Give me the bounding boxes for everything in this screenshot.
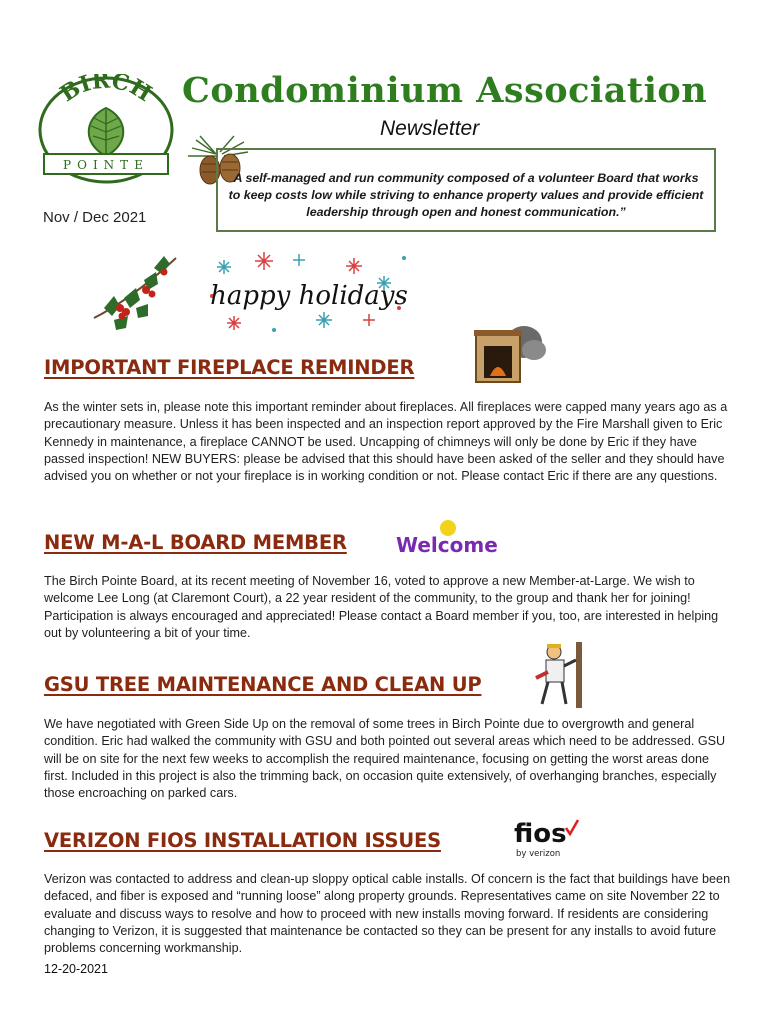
mission-statement: A self-managed and run community composed of a volunteer Board that works to keep costs low while striving to enhance property values and provide efficient leadership through open and honest communication.” — [216, 148, 716, 232]
section-body-fireplace: As the winter sets in, please note this important reminder about fireplaces. All fireplaces were capped many years ago as a precautionary measure. Unless it has been inspected and an inspection report approved by the Fire Marshall given to Eric Kennedy in maintenance, a fireplace CANNOT be used. Uncapping of chimneys will only be done by Eric if they have passed inspection! NEW BUYERS: please be advised that this should have been asked of the seller and they should have advised you on whether or not your fireplace is in working condition or not. Please contact Eric if there are any questions. — [44, 400, 728, 484]
newsletter-subtitle: Newsletter — [380, 117, 480, 140]
page-title: Condominium Association — [182, 70, 708, 111]
happy-holidays-graphic — [204, 246, 414, 338]
fios-logo — [512, 816, 584, 862]
svg-text:happy holidays: happy holidays — [210, 281, 408, 311]
footer-date: 12-20-2021 — [44, 962, 108, 976]
section-heading-tree-maintenance: GSU TREE MAINTENANCE AND CLEAN UP — [44, 673, 482, 696]
svg-text:Welcome: Welcome — [396, 533, 498, 557]
birch-pointe-logo — [36, 74, 176, 186]
section-body-board-member: The Birch Pointe Board, at its recent meeting of November 16, voted to approve a new Member-at-Large. We wish to welcome Lee Long (at Claremont Court), a 22 year resident of the community, to the group and thank her for joining! Participation is always encouraged and appreciated! Please contact a Board member if you, too, are interested in helping out by volunteering a bit of your time. — [44, 574, 719, 640]
section-heading-fireplace: IMPORTANT FIREPLACE REMINDER — [44, 356, 415, 379]
issue-date: Nov / Dec 2021 — [43, 209, 147, 226]
svg-text:fios: fios — [514, 819, 567, 849]
section-body-fios: Verizon was contacted to address and clean-up sloppy optical cable installs. Of concern is the fact that buildings have been defaced, and fiber is exposed and “running loose” along property grounds. Representatives came on site November 22 to evaluate and discuss ways to resolve and how to proceed with new installs moving forward. If residents are considering changing to Verizon, it is suggested that maintenance be contacted so they can be present for any installs to avoid future problems concerning workmanship. — [44, 872, 731, 956]
svg-text:POINTE: POINTE — [63, 158, 149, 172]
tree-worker-icon — [528, 638, 592, 710]
welcome-graphic — [392, 516, 498, 560]
svg-text:BIRCH: BIRCH — [55, 74, 157, 108]
section-heading-fios: VERIZON FIOS INSTALLATION ISSUES — [44, 829, 441, 852]
section-heading-board-member: NEW M-A-L BOARD MEMBER — [44, 531, 347, 554]
section-body-tree-maintenance: We have negotiated with Green Side Up on the removal of some trees in Birch Pointe due to overgrowth and general condition. Eric had walked the community with GSU and both pointed out several areas which need to be addressed. GSU will be on site for the next few weeks to accomplish the required maintenance, focusing on getting the worst areas done first. Included in this project is also the trimming back, on occasion quite extensively, of overhanging branches, especially those encroaching on parked cars. — [44, 717, 726, 801]
svg-text:by verizon: by verizon — [516, 849, 561, 859]
fireplace-icon — [472, 322, 552, 386]
holly-icon — [84, 248, 184, 338]
